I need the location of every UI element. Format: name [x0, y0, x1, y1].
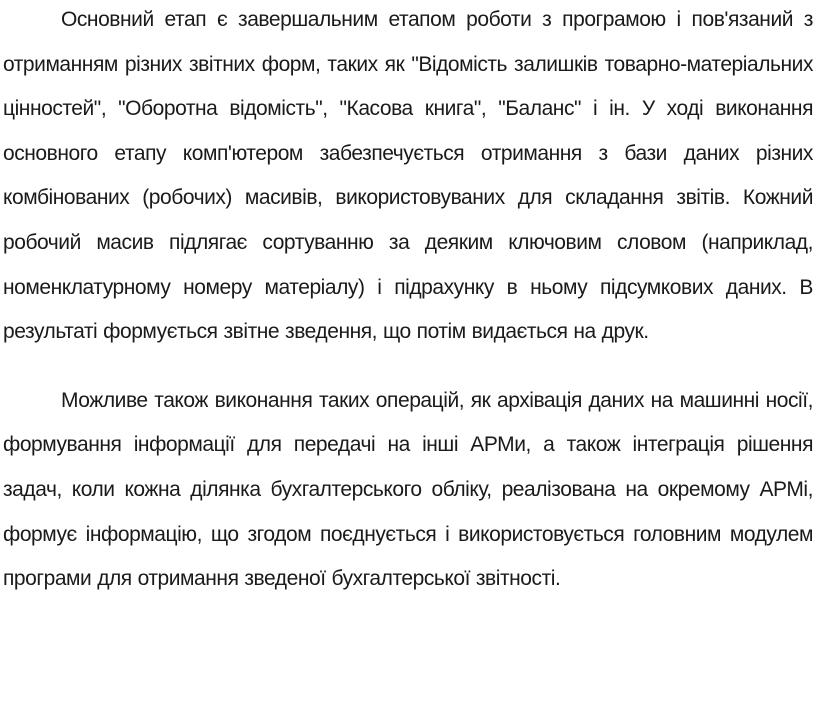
- paragraph-main-stage: Основний етап є завершальним етапом роботи з програмою і пов'язаний з отриманням різних звітних форм, таких як "Відомість залишків товарно-матеріальних цінностей", "Оборотна відомість", "Касова книга", "Баланс" і ін. У ході виконання основного етапу комп'ютером забезпечується отримання з бази даних різних комбінованих (робочих) масивів, використовуваних для складання звітів. Кожний робочий масив підлягає сортуванню за деяким ключовим словом (наприклад, номенклатурному номеру матеріалу) і підрахунку в ньому підсумкових даних. В результаті формується звітне зведення, що потім видається на друк.: [3, 8, 813, 344]
- paragraph-additional-operations: Можливе також виконання таких операцій, як архівація даних на машинні носії, формування інформації для передачі на інші АРМи, а також інтеграція рішення задач, коли кожна ділянка бухгалтерського обліку, реалізована на окремому АРМі, формує інформацію, що згодом поєднується і використовується головним модулем програми для отримання зведеної бухгалтерської звітності.: [3, 388, 813, 591]
